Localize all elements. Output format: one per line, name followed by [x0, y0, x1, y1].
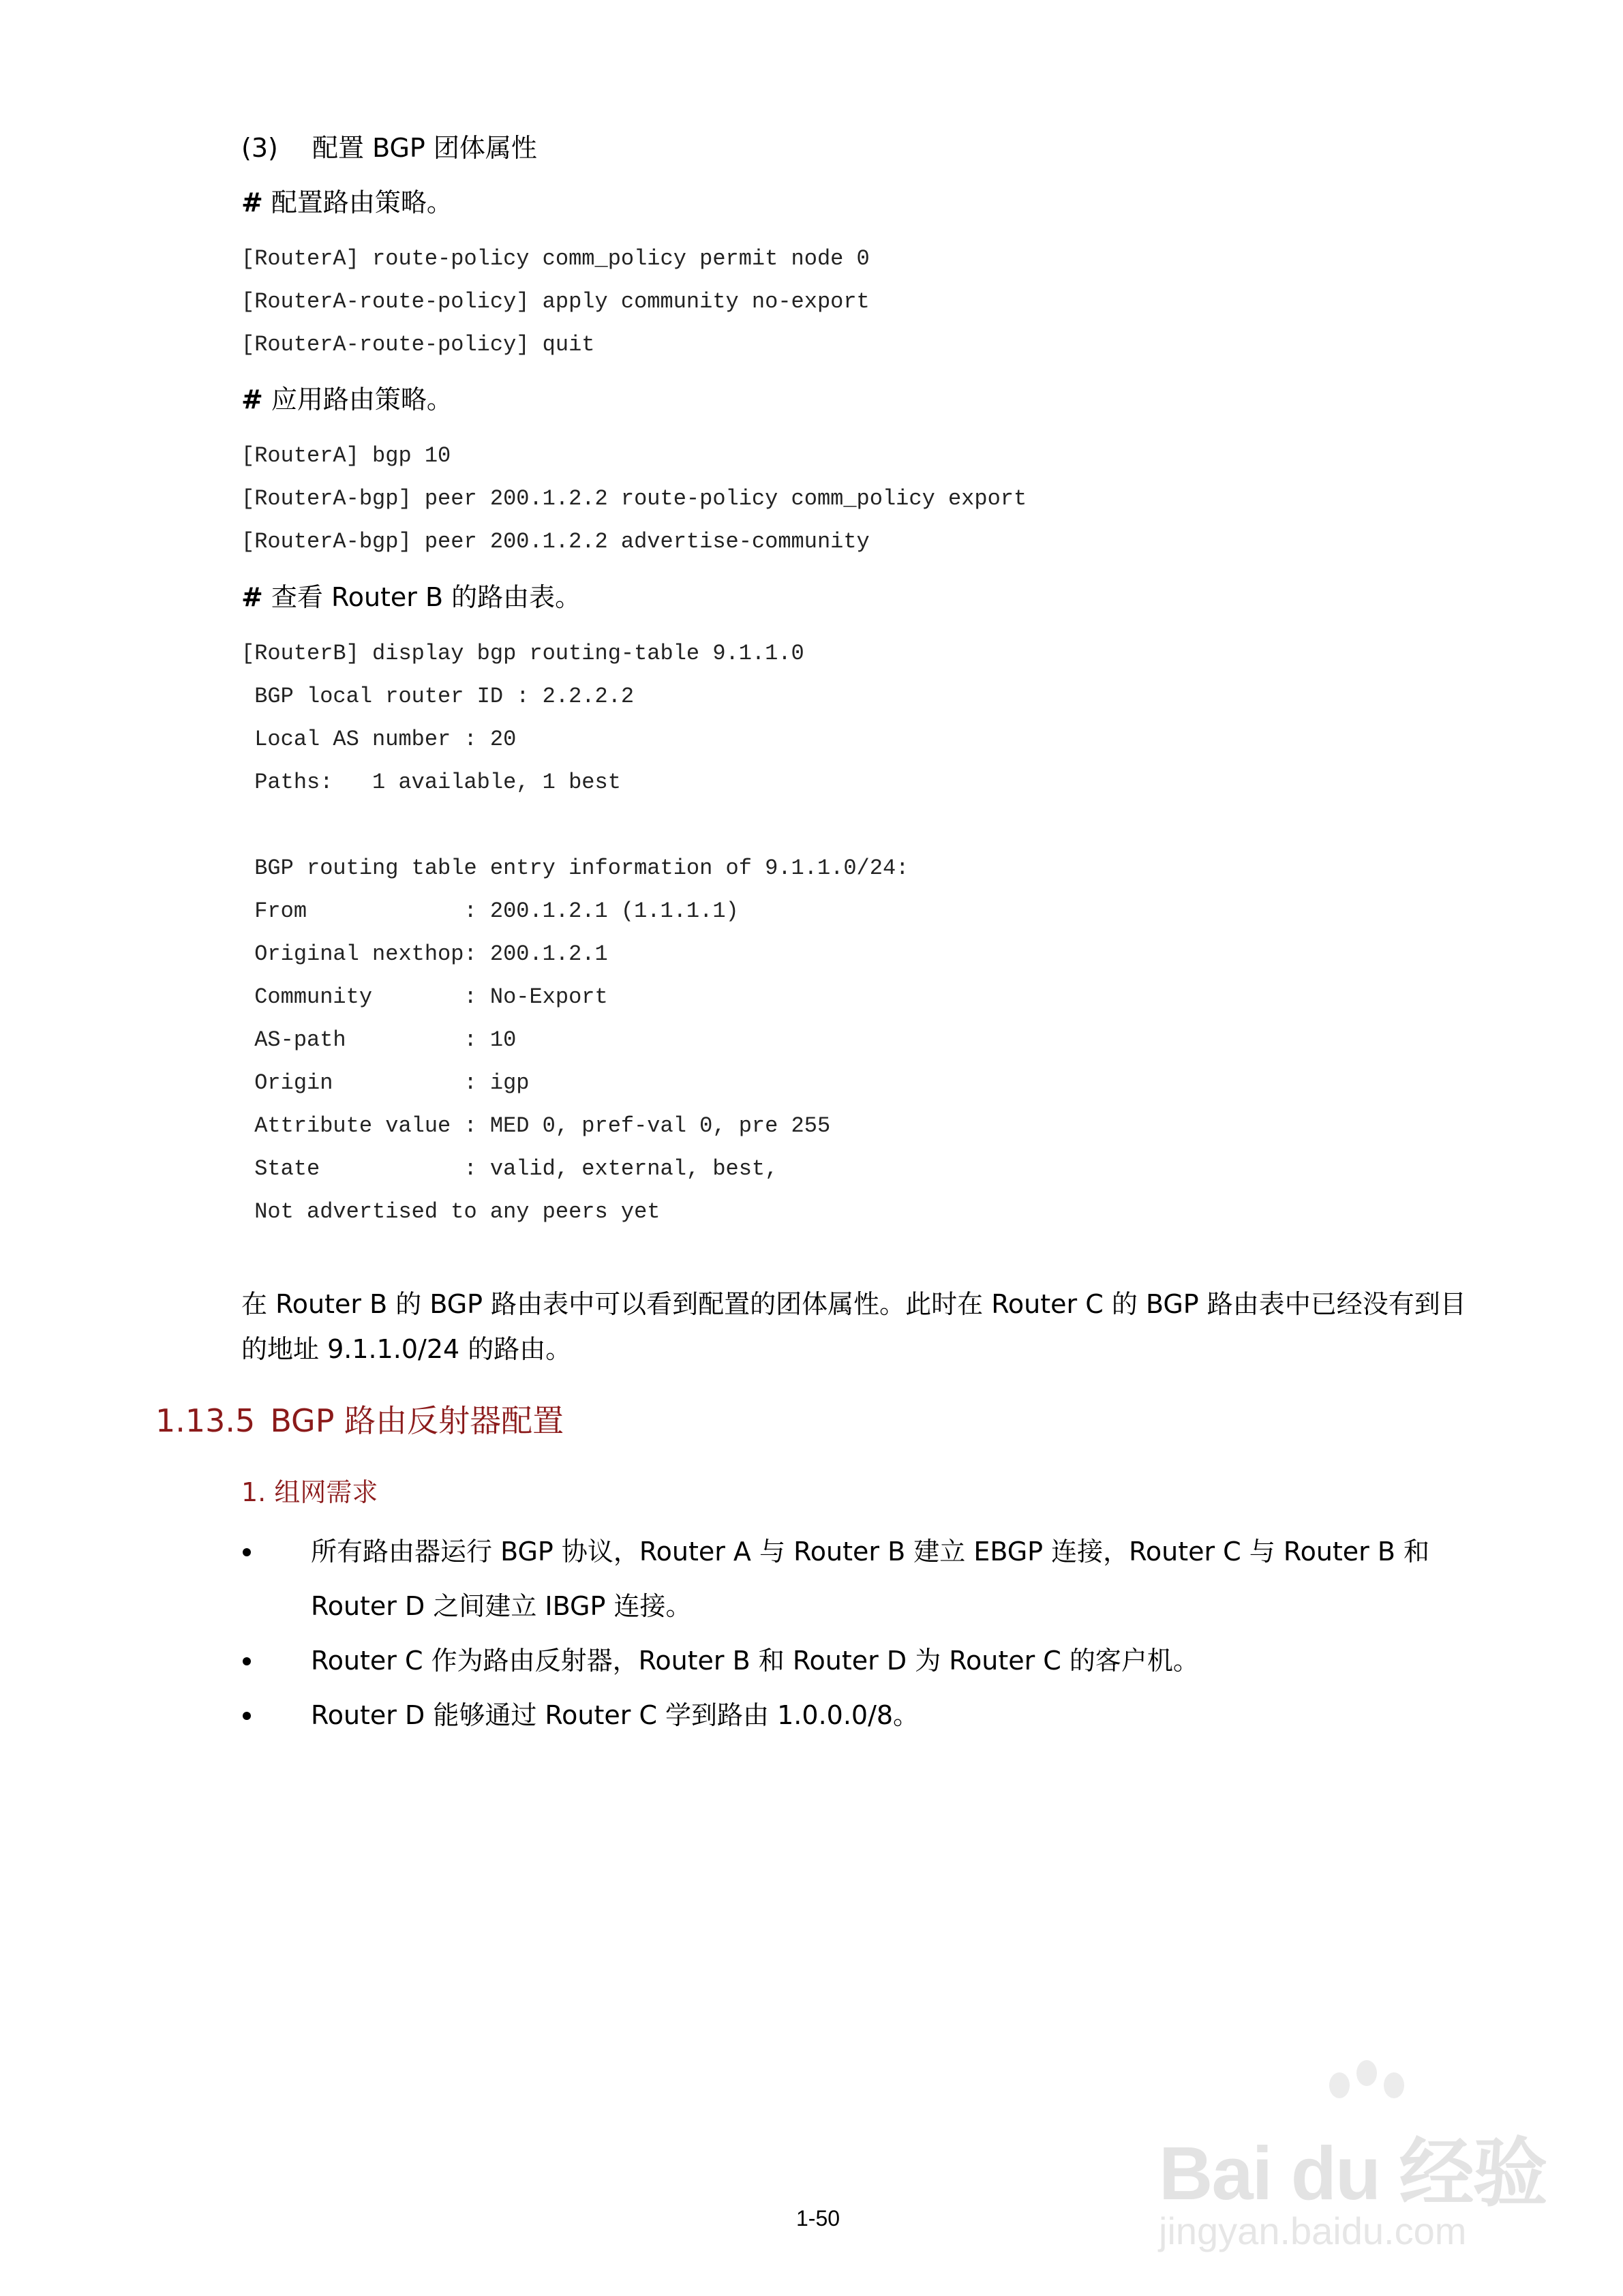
bullet-list — [241, 1524, 1482, 1742]
code-line: [RouterB] display bgp routing-table 9.1.1.0 — [241, 641, 804, 666]
code-block-display — [241, 632, 909, 1233]
hash-mark: # — [241, 187, 263, 217]
code-line: BGP routing table entry information of 9.1.1.0/24: — [241, 856, 909, 881]
code-line: Community : No-Export — [241, 984, 608, 1010]
code-line: Paths: 1 available, 1 best — [241, 770, 621, 795]
note-view-routing-table: # 查看 Router B 的路由表。 — [241, 582, 581, 612]
section-title: BGP 路由反射器配置 — [270, 1402, 564, 1439]
paw-icon — [1356, 2060, 1377, 2086]
code-line: Original nexthop: 200.1.2.1 — [241, 941, 608, 967]
code-line: [RouterA] bgp 10 — [241, 443, 451, 468]
code-line: Origin : igp — [241, 1070, 530, 1096]
baidu-watermark — [1159, 2052, 1547, 2256]
paw-icon — [1384, 2072, 1404, 2098]
code-line: [RouterA-bgp] peer 200.1.2.2 advertise-community — [241, 529, 870, 554]
hash-mark: # — [241, 582, 263, 612]
code-line — [241, 804, 909, 847]
bullet-icon — [243, 1657, 251, 1665]
hash-mark: # — [241, 384, 263, 414]
bullet-icon — [243, 1712, 251, 1720]
paw-icon — [1329, 2072, 1350, 2098]
code-line: From : 200.1.2.1 (1.1.1.1) — [241, 898, 739, 924]
bullet-icon — [243, 1548, 251, 1556]
code-block-policy — [241, 237, 870, 366]
code-line: Not advertised to any peers yet — [241, 1199, 661, 1224]
list-item: Router C 作为路由反射器，Router B 和 Router D 为 Router C 的客户机。 — [241, 1633, 1482, 1688]
step-heading — [241, 127, 537, 164]
code-line: Attribute value : MED 0, pref-val 0, pre 255 — [241, 1113, 831, 1138]
section-heading — [155, 1396, 564, 1441]
code-line: BGP local router ID : 2.2.2.2 — [241, 684, 635, 709]
list-item: Router D 能够通过 Router C 学到路由 1.0.0.0/8。 — [241, 1688, 1482, 1742]
watermark-logo: Bai du 经验 — [1159, 2132, 1547, 2216]
code-line: [RouterA] route-policy comm_policy permit node 0 — [241, 246, 870, 271]
list-item: 所有路由器运行 BGP 协议，Router A 与 Router B 建立 EBGP 连接，Router C 与 Router B 和 Router D 之间建立 IBGP 连接。 — [241, 1524, 1482, 1633]
code-line: State : valid, external, best, — [241, 1156, 778, 1181]
code-line: AS-path : 10 — [241, 1027, 517, 1053]
page-number: 1-50 — [796, 2206, 840, 2231]
step-number: (3) — [241, 133, 278, 163]
code-line: Local AS number : 20 — [241, 727, 517, 752]
section-number: 1.13.5 — [155, 1402, 256, 1439]
code-line: [RouterA-bgp] peer 200.1.2.2 route-policy comm_policy export — [241, 486, 1027, 511]
watermark-url: jingyan.baidu.com — [1159, 2209, 1467, 2252]
code-line: [RouterA-route-policy] quit — [241, 332, 595, 357]
step-title: 配置 BGP 团体属性 — [312, 133, 537, 163]
note-apply-policy: # 应用路由策略。 — [241, 384, 453, 414]
body-paragraph: 在 Router B 的 BGP 路由表中可以看到配置的团体属性。此时在 Router C 的 BGP 路由表中已经没有到目的地址 9.1.1.0/24 的路由。 — [241, 1289, 1466, 1364]
subsection-heading: 1. 组网需求 — [241, 1477, 378, 1507]
note-configure-policy: # 配置路由策略。 — [241, 187, 453, 217]
code-block-bgp — [241, 434, 1027, 563]
code-line: [RouterA-route-policy] apply community no-export — [241, 289, 870, 314]
